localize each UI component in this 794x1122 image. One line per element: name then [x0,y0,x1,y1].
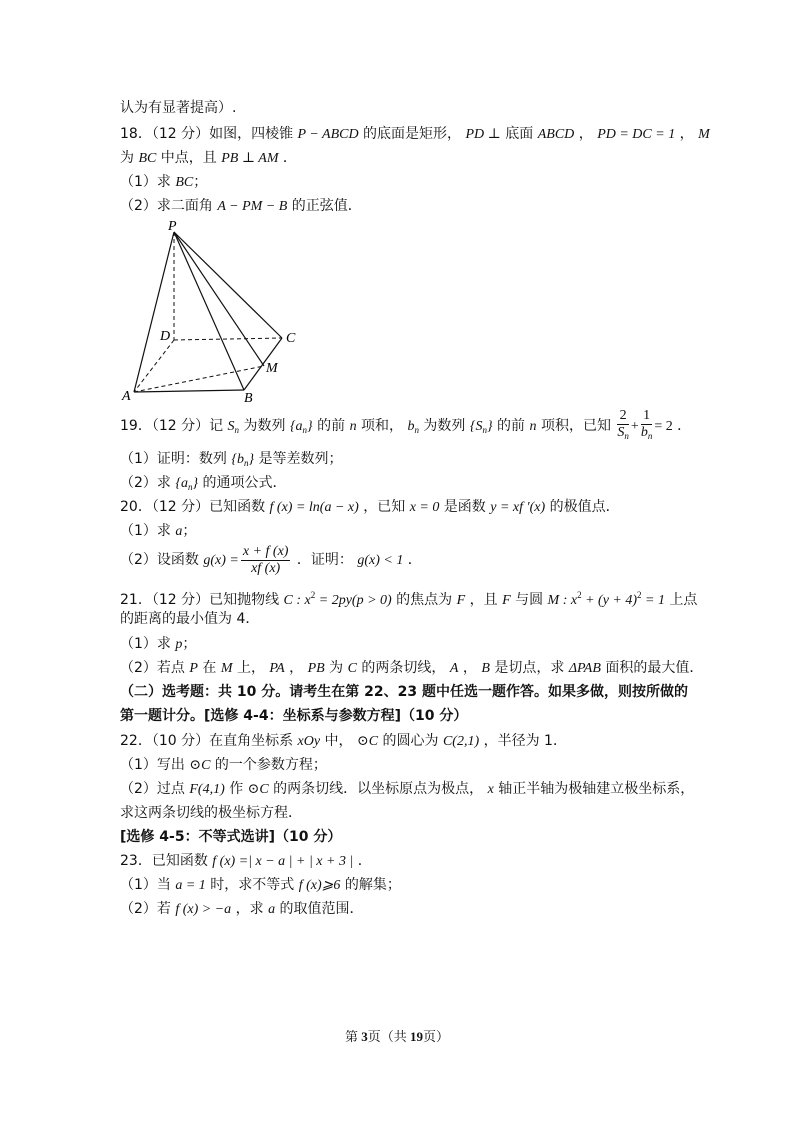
text-span: 为 [324,660,348,676]
text-span: 是函数 [439,499,491,515]
math-span: b [407,419,415,434]
math-span: } [192,476,199,491]
text-span: 求这两条切线的极坐标方程． [120,805,302,821]
question-19-stem [120,408,691,444]
pyramid-figure [118,220,318,410]
math-span: + (y + 4) [581,593,638,608]
vertex-label-M: M [266,361,278,376]
question-21-part1 [120,634,196,655]
math-span: A [449,661,459,676]
text-span: 的一个参数方程； [210,757,327,773]
text-span: 22．（10 分）在直角坐标系 [120,733,298,749]
subscript: n [482,425,487,435]
question-23-stem [120,851,372,872]
fraction-denominator: b [640,425,648,440]
question-20-stem [120,497,620,518]
math-span: f (x)⩾6 [298,878,341,893]
text-span: 认为有显著提高）. [120,100,237,116]
text-span: 的圆心为 [378,733,443,749]
math-span: BC [175,175,194,190]
text-span: 在 [197,660,221,676]
total-pages: 19 [410,1029,423,1044]
vertex-label-A: A [122,389,131,404]
footer-text: 页） [423,1029,450,1044]
page-footer [0,1026,794,1045]
text-span: （2）设函数 [120,552,204,568]
math-span: M [698,127,710,142]
math-span: {a [175,476,188,491]
optional-section-heading: （二）选考题：共 10 分。请考生在第 22、23 题中任选一题作答。如果多做，则按所做的 [120,684,688,700]
text-span: 与圆 [510,592,548,608]
elective-4-5-heading: [选修 4-5：不等式选讲]（10 分） [120,829,342,845]
fraction-1-over-bn [641,408,653,444]
text-span: 18．（12 分）如图，四棱锥 [120,126,298,142]
math-span: } [486,419,493,434]
question-22-stem [120,731,567,752]
text-span: 上点 [664,592,698,608]
text-span: 的解集； [340,877,401,893]
footer-text: 第 [344,1029,362,1044]
text-span: 的正弦值． [287,198,362,214]
edge-DC-hidden [174,338,282,340]
question-19-part2 [120,473,287,497]
question-23-part2 [120,899,364,920]
math-span: = 2py(p > 0) [315,593,392,608]
math-span: ⊙C [247,782,269,797]
math-span: } [307,419,313,434]
edge-PC [174,232,282,338]
segment-AM-hidden [134,366,264,392]
text-span: ． [353,853,372,869]
text-span: 上， [232,660,270,676]
subscript: n [234,425,240,435]
text-span: 作 [224,781,248,797]
text-span: 的焦点为 [391,592,457,608]
math-span: F [502,593,511,608]
text-span: 中， [320,733,357,749]
text-span: 的两条切线， [356,660,450,676]
text-line [120,98,236,118]
math-span: A − PM − B [217,199,288,214]
text-span: 项和， [356,418,408,434]
edge-PA [134,232,174,392]
math-span: P − ABCD [297,127,359,142]
vertex-label-P: P [168,220,177,234]
math-span: x [487,782,494,797]
text-span: ． [403,552,422,568]
math-span: S [227,419,235,434]
math-span: g(x) = [203,553,239,568]
math-span: ΔPAB [568,661,601,676]
math-span: g(x) < 1 [357,553,404,568]
fraction-numerator: x + f (x) [242,543,289,559]
question-18-part2 [120,196,362,217]
text-span: 23．已知函数 [120,853,213,869]
vertex-label-D: D [160,329,171,344]
edge-PB [174,232,244,390]
text-span: ， [675,126,699,142]
text-span: 的前 [312,418,350,434]
text-span: （2）求二面角 [120,198,218,214]
math-span: B [481,661,490,676]
question-23-part1 [120,875,401,896]
math-span: = 2 [654,419,673,434]
question-21-stem-line2 [120,609,259,629]
fraction-2-over-Sn [617,408,629,444]
math-span: F(4,1) [189,782,225,797]
question-18-part1 [120,172,207,193]
text-span: 19．（12 分）记 [120,418,228,434]
math-span: x = 0 [409,500,440,515]
footer-text: 页（共 [367,1029,410,1044]
math-span: PD ⊥ [465,127,501,142]
math-span: + [630,419,639,434]
question-18-stem-line2 [120,148,297,169]
math-span: n [349,419,357,434]
subscript: n [302,425,308,435]
math-span: {S [469,419,483,434]
text-span: 时，求不等式 [205,877,299,893]
math-span: } [248,452,255,467]
fraction-numerator: 2 [617,408,629,425]
text-span: 的距离的最小值为 4． [120,611,260,627]
vertex-label-B: B [244,391,253,406]
text-span: ， [574,126,598,142]
math-span: f (x) = ln(a − x) [269,500,359,515]
text-span: 面积的最大值． [600,660,704,676]
page-number: 3 [361,1029,368,1044]
text-span: （2）若点 [120,660,190,676]
text-span: ， [284,660,308,676]
math-span: ABCD [537,127,575,142]
text-span: 底面 [500,126,538,142]
edge-AB [134,390,244,392]
text-span: ，求 [231,901,269,917]
fraction-g-definition [241,544,291,577]
math-span: a [268,902,276,917]
math-span: P [189,661,198,676]
math-span: p [175,637,183,652]
question-22-part2-line2 [120,803,302,823]
text-span: 为数列 [239,418,290,434]
question-22-part2 [120,779,694,800]
text-span: 的两条切线．以坐标原点为极点， [268,781,488,797]
text-span: 为 [120,150,139,166]
text-span: 轴正半轴为极轴建立极坐标系， [493,781,695,797]
math-span: M : x [547,593,578,608]
subscript: n [647,431,653,441]
math-span: y = xf ′(x) [490,500,546,515]
text-span: 的通项公式． [198,475,287,491]
text-span: （1）写出 [120,757,190,773]
question-22-part1 [120,755,327,776]
math-span: PD = DC = 1 [597,127,676,142]
question-21-part2 [120,658,703,679]
text-span: ； [182,523,197,539]
question-20-part2 [120,542,422,578]
text-span: （2）若 [120,901,176,917]
math-span: ⊙C [189,758,211,773]
math-span: M [220,661,233,676]
text-span: （1）当 [120,877,176,893]
superscript: 2 [637,590,642,600]
subscript: n [243,458,249,468]
edge-PM [174,232,264,366]
text-span: 项积，已知 [536,418,616,434]
math-span: C : x [283,593,311,608]
math-span: a [175,524,183,539]
math-span: PB ⊥ AM [221,151,279,166]
math-span: BC [138,151,157,166]
text-span: ．证明： [292,552,358,568]
math-span: ⊙C [356,734,379,749]
fraction-denominator: S [617,425,625,440]
math-span: xOy [297,734,321,749]
superscript: 2 [577,590,582,600]
vertex-label-C: C [286,331,296,346]
text-span: 21．（12 分）已知抛物线 [120,592,284,608]
text-span: （1）证明：数列 [120,451,232,467]
optional-section-heading-line2: 第一题计分。[选修 4-4：坐标系与参数方程]（10 分） [120,708,468,724]
text-span: 是等差数列； [254,451,343,467]
text-span: （2）过点 [120,781,190,797]
text-span: 的底面是矩形， [358,126,466,142]
text-span: 是切点，求 [489,660,569,676]
math-span: = 1 [641,593,665,608]
text-span: ； [182,636,197,652]
text-span: ． [278,150,297,166]
question-20-part1 [120,521,196,542]
text-span: （2）求 [120,475,176,491]
text-span: ，且 [465,592,503,608]
math-span: C [347,661,357,676]
subscript: n [187,482,193,492]
question-21-stem [120,585,697,611]
math-span: {a [289,419,303,434]
text-span: 的前 [492,418,530,434]
question-18-stem [120,124,710,145]
text-span: ，半径为 1． [479,733,567,749]
text-span: （1）求 [120,636,176,652]
text-span: ； [193,174,208,190]
subscript: n [414,425,419,435]
superscript: 2 [310,590,316,600]
text-span: 20．（12 分）已知函数 [120,499,270,515]
math-span: n [529,419,537,434]
fraction-denominator: xf (x) [251,560,281,576]
text-span: ， [458,660,482,676]
math-span: {b [231,452,244,467]
math-span: f (x) > −a [175,902,232,917]
text-span: 的取值范围． [275,901,364,917]
fraction-numerator: 1 [641,408,653,425]
math-span: F [456,593,466,608]
text-span: 为数列 [418,418,470,434]
math-span: f (x) =| x − a | + | x + 3 | [212,854,354,869]
text-span: ． [672,418,692,434]
math-span: a = 1 [175,878,206,893]
question-19-part1 [120,449,343,473]
text-span: （1）求 [120,174,176,190]
math-span: C(2,1) [442,734,480,749]
text-span: 中点，且 [156,150,222,166]
math-span: PA [269,661,285,676]
subscript: n [624,431,629,441]
text-span: 的极值点． [545,499,620,515]
text-span: ，已知 [358,499,410,515]
math-span: PB [307,661,325,676]
text-span: （1）求 [120,523,176,539]
